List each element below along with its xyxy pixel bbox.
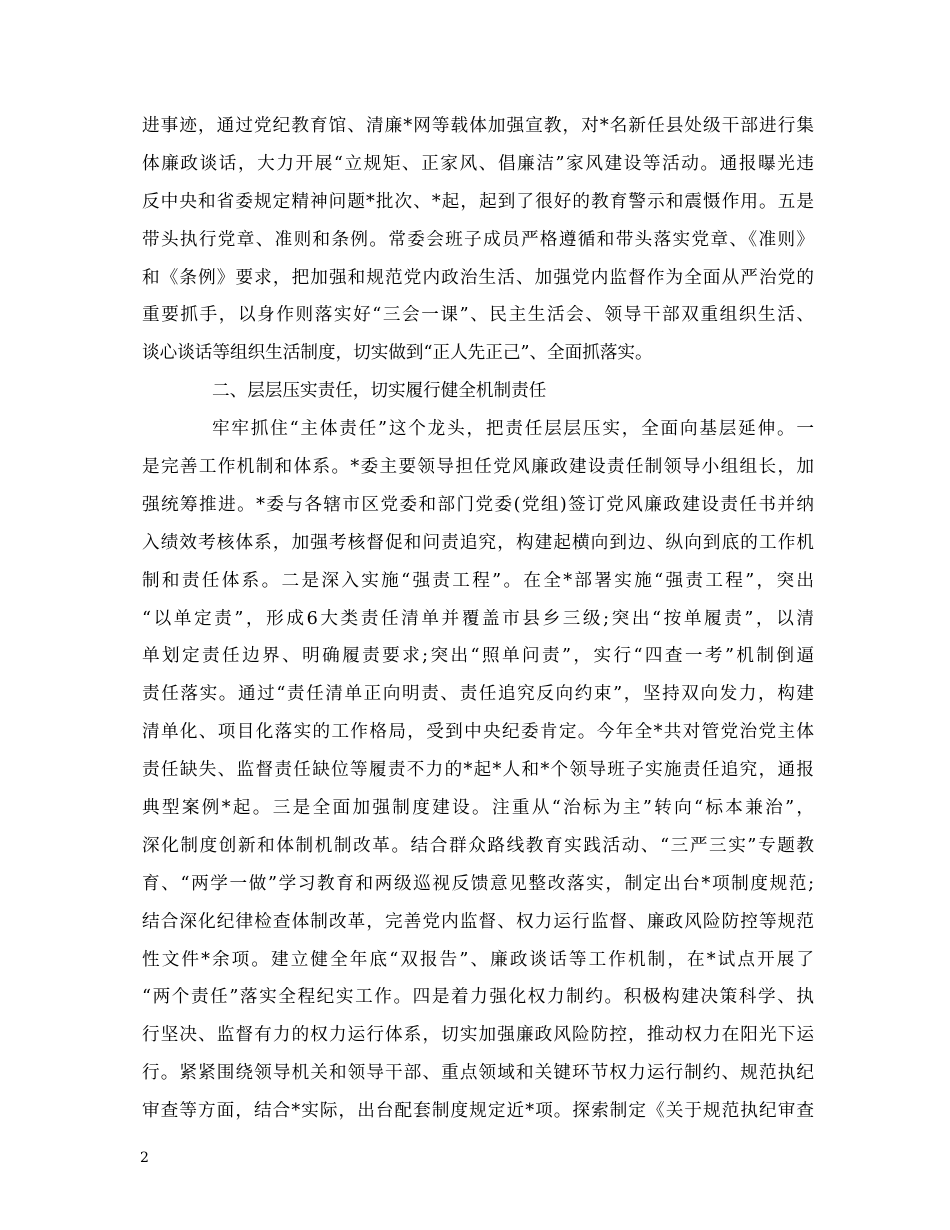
- text-line: 责任落实。通过“责任清单正向明责、责任追究反向约束”，坚持双向发力，构建: [142, 684, 814, 705]
- text-line: 单划定责任边界、明确履责要求;突出“照单问责”，实行“四查一考”机制倒逼: [142, 646, 814, 667]
- text-line: 带头执行党章、准则和条例。常委会班子成员严格遵循和带头落实党章、《准则》: [142, 229, 814, 250]
- text-line: 进事迹，通过党纪教育馆、清廉*网等载体加强宣教，对*名新任县处级干部进行集: [142, 116, 814, 136]
- text-line: 清单化、项目化落实的工作格局，受到中央纪委肯定。今年全*共对管党治党主体: [142, 722, 814, 743]
- text-line: 审查等方面，结合*实际，出台配套制度规定近*项。探索制定《关于规范执纪审查: [142, 1101, 814, 1122]
- text-line: “两个责任”落实全程纪实工作。四是着力强化权力制约。积极构建决策科学、执: [142, 987, 814, 1008]
- text-line: 深化制度创新和体制机制改革。结合群众路线教育实践活动、“三严三实”专题教: [142, 835, 814, 856]
- text-line: 反中央和省委规定精神问题*批次、*起，起到了很好的教育警示和震慑作用。五是: [142, 191, 814, 212]
- text-line: 育、“两学一做”学习教育和两级巡视反馈意见整改落实，制定出台*项制度规范;: [142, 873, 814, 894]
- text-line: 制和责任体系。二是深入实施“强责工程”。在全*部署实施“强责工程”，突出: [142, 570, 814, 591]
- text-line: 性文件*余项。建立健全年底“双报告”、廉政谈话等工作机制，在*试点开展了: [142, 949, 814, 970]
- text-line: 责任缺失、监督责任缺位等履责不力的*起*人和*个领导班子实施责任追究，通报: [142, 760, 814, 781]
- text-line: 是完善工作机制和体系。*委主要领导担任党风廉政建设责任制领导小组组长，加: [142, 457, 814, 478]
- page-number: 2: [140, 1150, 149, 1166]
- text-line: 行。紧紧围绕领导机关和领导干部、重点领域和关键环节权力运行制约、规范执纪: [142, 1063, 814, 1084]
- text-line: “以单定责”，形成6大类责任清单并覆盖市县乡三级;突出“按单履责”，以清: [142, 608, 814, 629]
- text-line: 牢牢抓住“主体责任”这个龙头，把责任层层压实，全面向基层延伸。一: [212, 419, 814, 440]
- text-line: 典型案例*起。三是全面加强制度建设。注重从“治标为主”转向“标本兼治”，: [142, 798, 814, 819]
- text-line: 结合深化纪律检查体制改革，完善党内监督、权力运行监督、廉政风险防控等规范: [142, 911, 814, 932]
- body-text: [142, 108, 814, 1131]
- text-line: 入绩效考核体系，加强考核督促和问责追究，构建起横向到边、纵向到底的工作机: [142, 532, 814, 553]
- text-line: 行坚决、监督有力的权力运行体系，切实加强廉政风险防控，推动权力在阳光下运: [142, 1025, 814, 1046]
- section-heading: 二、层层压实责任，切实履行健全机制责任: [212, 381, 547, 402]
- text-line: 重要抓手，以身作则落实好“三会一课”、民主生活会、领导干部双重组织生活、: [142, 305, 814, 326]
- text-line: 谈心谈话等组织生活制度，切实做到“正人先正己”、全面抓落实。: [142, 343, 653, 364]
- text-line: 体廉政谈话，大力开展“立规矩、正家风、倡廉洁”家风建设等活动。通报曝光违: [142, 153, 814, 174]
- text-line: 和《条例》要求，把加强和规范党内政治生活、加强党内监督作为全面从严治党的: [142, 267, 814, 288]
- text-line: 强统筹推进。*委与各辖市区党委和部门党委(党组)签订党风廉政建设责任书并纳: [142, 494, 814, 515]
